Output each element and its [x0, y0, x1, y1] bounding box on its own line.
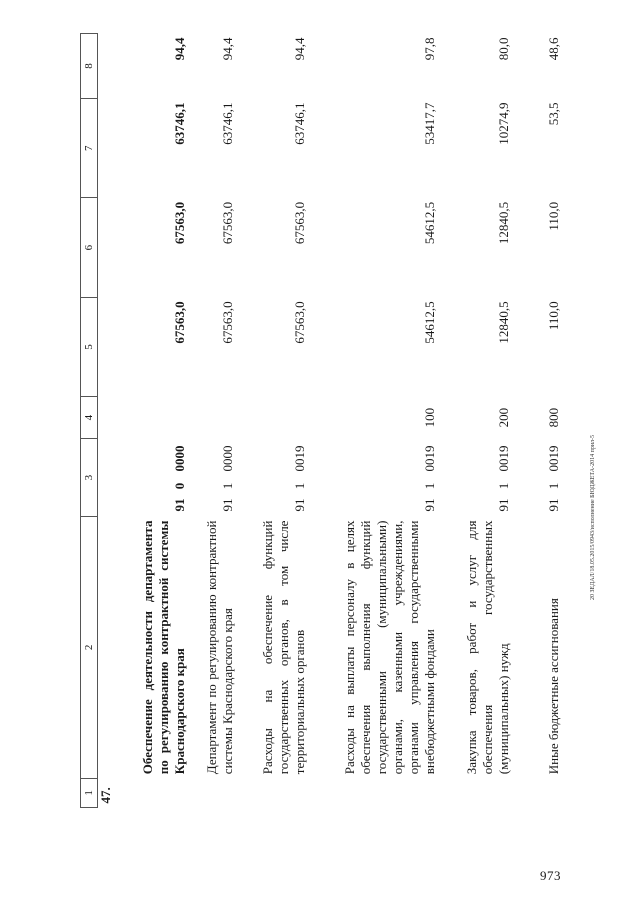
value-col-7: 53,5	[546, 102, 561, 126]
budget-table	[80, 33, 562, 808]
header-col-2: 2	[81, 517, 98, 779]
code-a: 91	[422, 498, 437, 512]
value-col-5: 67563,0	[172, 301, 187, 344]
rotated-table-container	[80, 33, 574, 808]
value-col-5: 67563,0	[292, 301, 307, 344]
code-b: 1	[546, 482, 561, 490]
code-c: 0000	[220, 445, 235, 472]
value-col-6: 67563,0	[292, 201, 307, 245]
code-d	[98, 397, 189, 439]
header-col-1: 1	[81, 778, 98, 807]
row-number: 47.	[98, 787, 113, 804]
value-col-5: 54612,5	[422, 301, 437, 344]
code-b: 1	[220, 482, 235, 490]
header-col-5: 5	[81, 297, 98, 396]
code-c: 0019	[292, 445, 307, 472]
value-col-6: 12840,5	[496, 201, 511, 245]
table-row	[188, 34, 236, 808]
row-description: Обеспечение деятельности департамента по регулированию контрактной системы Краснодарского края	[140, 520, 187, 775]
value-col-7: 10274,9	[496, 102, 511, 145]
value-col-6: 110,0	[546, 201, 561, 231]
value-col-7: 63746,1	[220, 102, 235, 145]
code-d	[236, 397, 308, 439]
value-col-6: 67563,0	[220, 201, 235, 245]
code-b: 1	[292, 482, 307, 490]
code-a: 91	[292, 498, 307, 512]
value-col-6: 67563,0	[172, 201, 187, 245]
table-row	[308, 34, 438, 808]
row-number	[512, 778, 562, 807]
value-col-8: 94,4	[292, 37, 307, 61]
value-col-7: 63746,1	[172, 102, 187, 145]
header-col-8: 8	[81, 34, 98, 99]
value-col-7: 63746,1	[292, 102, 307, 145]
code-a: 91	[220, 498, 235, 512]
value-col-8: 97,8	[422, 37, 437, 61]
value-col-5: 67563,0	[220, 301, 235, 344]
header-col-7: 7	[81, 98, 98, 197]
code-d	[188, 397, 236, 439]
value-col-7: 53417,7	[422, 102, 437, 145]
code-c: 0019	[546, 445, 561, 472]
code-c: 0019	[422, 445, 437, 472]
code-b: 1	[496, 482, 511, 490]
value-col-5: 12840,5	[496, 301, 511, 344]
code-d: 100	[422, 407, 437, 428]
header-col-4: 4	[81, 397, 98, 439]
code-d: 200	[496, 407, 511, 428]
table-row	[512, 34, 562, 808]
code-a: 91	[546, 498, 561, 512]
header-col-3: 3	[81, 439, 98, 517]
code-c: 0019	[496, 445, 511, 472]
row-description: Департамент по регулированию контрактной системы Краснодарского края	[204, 520, 235, 775]
code-c: 0000	[172, 445, 187, 472]
value-col-8: 94,4	[220, 37, 235, 61]
value-col-8: 80,0	[496, 37, 511, 61]
value-col-5: 110,0	[546, 301, 561, 331]
table-header-row	[81, 34, 98, 808]
row-description: Расходы на выплаты персоналу в целях обеспечения выполнения функций государственными (муниципальными) органами, казенными учреждениями, органами управления государственными внебюджетными фондами	[342, 520, 437, 775]
value-col-8: 94,4	[172, 37, 187, 61]
row-number	[308, 778, 438, 807]
row-description: Иные бюджетные ассигнования	[546, 598, 561, 775]
row-description: Закупка товаров, работ и услуг для обеспечения государственных (муниципальных) нужд	[464, 520, 511, 775]
file-path-footer: 20 ЗЕДАЛ/18.05.2015/0943/исполнение БЮДЖЕТА-2014 прил-5	[590, 434, 596, 600]
code-a: 91	[496, 498, 511, 512]
row-description: Расходы на обеспечение функций государственных органов, в том числе территориальных органов	[260, 520, 307, 775]
table-row	[438, 34, 512, 808]
code-d: 800	[546, 407, 561, 428]
table-row	[98, 34, 189, 808]
value-col-6: 54612,5	[422, 201, 437, 245]
row-number	[188, 778, 236, 807]
page-number: 973	[540, 868, 561, 883]
header-col-6: 6	[81, 198, 98, 297]
table-row	[236, 34, 308, 808]
code-a: 91	[172, 498, 187, 512]
code-b: 1	[422, 482, 437, 490]
row-number	[438, 778, 512, 807]
value-col-8: 48,6	[546, 37, 561, 61]
code-b: 0	[172, 482, 187, 490]
row-number	[236, 778, 308, 807]
